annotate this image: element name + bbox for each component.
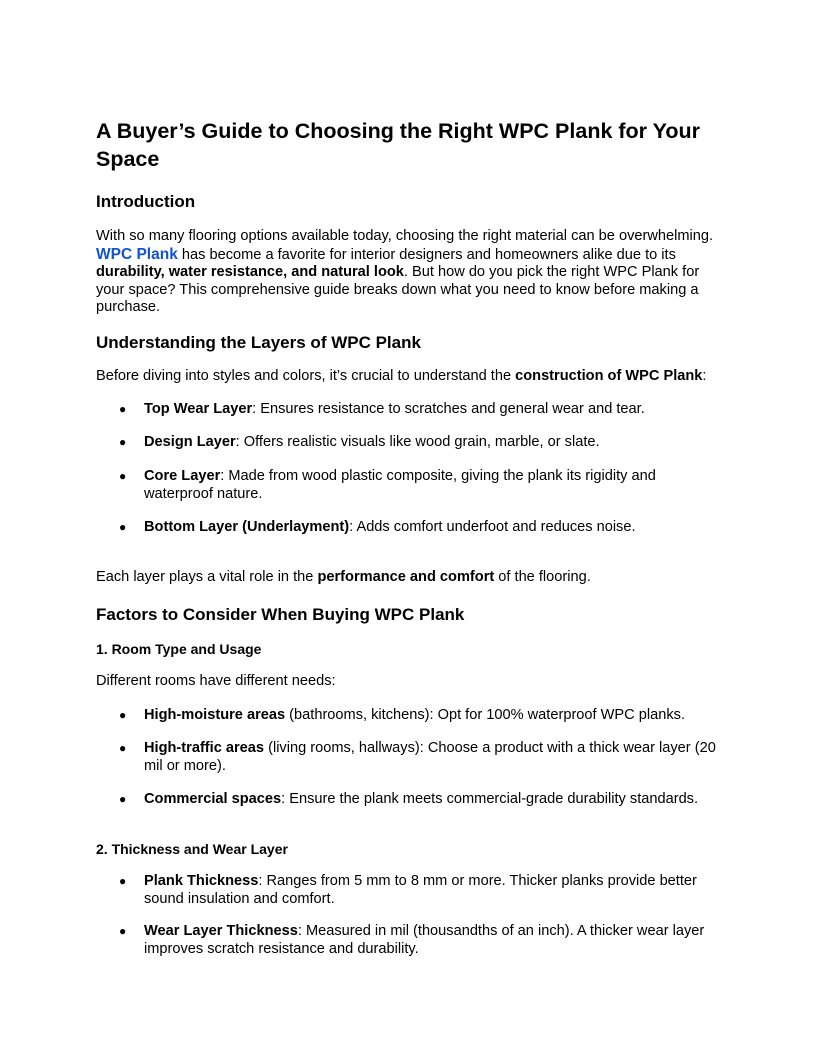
- list-item-text: [144, 434, 724, 452]
- list-item-bold: Bottom Layer (Underlayment): [144, 519, 350, 535]
- list-item-text: [144, 401, 724, 419]
- list-item-text: [144, 791, 724, 809]
- intro-text-2: has become a favorite for interior designers and homeowners alike due to its: [177, 246, 676, 263]
- bullet-icon: ●: [119, 874, 127, 888]
- list-item-bold: Plank Thickness: [144, 873, 259, 889]
- list-item-body: : Measured in mil (thousandths of an inch). A thicker wear layer improves scratch resistance and durability.: [144, 923, 705, 957]
- layers-close-end: of the flooring.: [494, 569, 591, 585]
- wpc-plank-link[interactable]: WPC Plank: [96, 245, 178, 263]
- bullet-icon: ●: [119, 792, 127, 806]
- subheading-room-type: 1. Room Type and Usage: [96, 641, 262, 657]
- list-item-body: : Offers realistic visuals like wood grain, marble, or slate.: [235, 434, 600, 450]
- page-title: A Buyer’s Guide to Choosing the Right WPC Plank for Your Space: [96, 119, 701, 171]
- list-item-bold: Commercial spaces: [144, 791, 282, 807]
- list-item-bold: High-traffic areas: [144, 740, 265, 756]
- intro-bold: durability, water resistance, and natural look: [96, 264, 404, 280]
- intro-paragraph: [96, 228, 724, 317]
- list-item-bold: Design Layer: [144, 434, 236, 450]
- layers-close-text: Each layer plays a vital role in the: [96, 569, 318, 585]
- layers-lead-text: Before diving into styles and colors, it’s crucial to understand the: [96, 368, 516, 384]
- intro-text-3: . But how do you pick the right WPC Plank for your space? This comprehensive guide breaks down what you need to know before making a purchase.: [96, 264, 700, 315]
- section-heading-layers: Understanding the Layers of WPC Plank: [96, 333, 421, 352]
- section-heading-factors: Factors to Consider When Buying WPC Plank: [96, 605, 465, 624]
- layers-close-bold: performance and comfort: [317, 569, 495, 585]
- list-item-body: : Ensure the plank meets commercial-grade durability standards.: [281, 791, 699, 807]
- list-item-bold: High-moisture areas: [144, 707, 286, 723]
- list-item-text: [144, 468, 724, 503]
- bullet-icon: ●: [119, 520, 127, 534]
- room-type-lead: Different rooms have different needs:: [96, 673, 336, 689]
- intro-text-1: With so many flooring options available today, choosing the right material can be overwhelming.: [96, 228, 714, 244]
- list-item-body: : Ensures resistance to scratches and general wear and tear.: [252, 401, 645, 417]
- layers-closing-paragraph: [96, 569, 724, 587]
- list-item-body: (living rooms, hallways): Choose a product with a thick wear layer (20 mil or more).: [144, 740, 716, 774]
- list-item-text: [144, 923, 724, 958]
- list-item-text: [144, 519, 724, 537]
- bullet-icon: ●: [119, 924, 127, 938]
- layers-lead-bold: construction of WPC Plank: [515, 368, 703, 384]
- list-item-text: [144, 740, 724, 775]
- list-item-bold: Wear Layer Thickness: [144, 923, 298, 939]
- bullet-icon: ●: [119, 469, 127, 483]
- list-item-bold: Top Wear Layer: [144, 401, 253, 417]
- bullet-icon: ●: [119, 708, 127, 722]
- list-item-body: : Adds comfort underfoot and reduces noise.: [349, 519, 636, 535]
- section-heading-introduction: Introduction: [96, 192, 196, 211]
- bullet-icon: ●: [119, 402, 127, 416]
- list-item-body: (bathrooms, kitchens): Opt for 100% waterproof WPC planks.: [285, 707, 685, 723]
- list-item-text: [144, 707, 724, 725]
- bullet-icon: ●: [119, 435, 127, 449]
- bullet-icon: ●: [119, 741, 127, 755]
- list-item-body: : Made from wood plastic composite, giving the plank its rigidity and waterproof nature.: [144, 468, 656, 502]
- list-item-bold: Core Layer: [144, 468, 221, 484]
- list-item-body: : Ranges from 5 mm to 8 mm or more. Thicker planks provide better sound insulation and comfort.: [144, 873, 697, 907]
- list-item-text: [144, 873, 724, 908]
- layers-lead-end: :: [702, 368, 707, 384]
- subheading-thickness: 2. Thickness and Wear Layer: [96, 841, 288, 857]
- layers-lead-paragraph: [96, 368, 724, 386]
